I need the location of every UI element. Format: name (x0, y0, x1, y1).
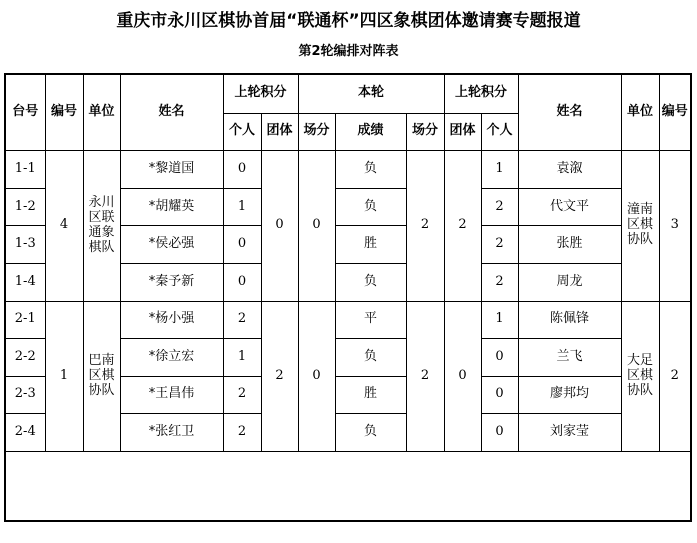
left-name-cell: *胡耀英 (120, 188, 223, 226)
right-match-cell: 2 (406, 301, 444, 451)
header-result: 成绩 (335, 113, 406, 151)
right-individual-cell: 1 (481, 151, 518, 189)
page-title: 重庆市永川区棋协首届“联通杯”四区象棋团体邀请赛专题报道 (116, 11, 581, 31)
right-name-cell: 袁溆 (518, 151, 621, 189)
left-name-cell: *张红卫 (120, 414, 223, 452)
left-name-cell: *黎道国 (120, 151, 223, 189)
right-individual-cell: 1 (481, 301, 518, 339)
board-cell: 2-3 (5, 376, 45, 414)
header-name-right: 姓名 (518, 74, 621, 151)
left-individual-cell: 0 (223, 226, 261, 264)
left-team-cell: 2 (261, 301, 298, 451)
header-team-right: 团体 (444, 113, 481, 151)
empty-footer-cell (5, 451, 691, 521)
right-team-cell: 2 (444, 151, 481, 301)
left-number-cell: 1 (45, 301, 83, 451)
left-individual-cell: 2 (223, 301, 261, 339)
right-number-cell: 3 (659, 151, 691, 301)
left-unit-cell (83, 151, 120, 301)
result-cell: 平 (335, 301, 406, 339)
right-name-cell: 刘家莹 (518, 414, 621, 452)
result-cell: 负 (335, 188, 406, 226)
header-match-left: 场分 (298, 113, 335, 151)
header-name-left: 姓名 (120, 74, 223, 151)
page-subtitle: 第2轮编排对阵表 (298, 44, 399, 59)
board-cell: 2-4 (5, 414, 45, 452)
header-row-1 (5, 74, 691, 113)
right-match-cell: 2 (406, 151, 444, 301)
header-prev-score-left: 上轮积分 (223, 74, 298, 113)
header-number-left: 编号 (45, 74, 83, 151)
result-cell: 胜 (335, 376, 406, 414)
left-name-cell: *杨小强 (120, 301, 223, 339)
left-individual-cell: 1 (223, 339, 261, 377)
empty-footer-row (5, 451, 691, 521)
header-this-round: 本轮 (298, 74, 444, 113)
left-number-cell: 4 (45, 151, 83, 301)
left-unit-text: 永川区联通象棋队 (88, 194, 115, 255)
result-cell: 胜 (335, 226, 406, 264)
header-unit-left: 单位 (83, 74, 120, 151)
left-team-cell: 0 (261, 151, 298, 301)
right-name-cell: 张胜 (518, 226, 621, 264)
left-name-cell: *王昌伟 (120, 376, 223, 414)
header-number-right: 编号 (659, 74, 691, 151)
left-name-cell: *徐立宏 (120, 339, 223, 377)
header-prev-score-right: 上轮积分 (444, 74, 518, 113)
header-board: 台号 (5, 74, 45, 151)
header-unit-right: 单位 (621, 74, 659, 151)
left-name-cell: *秦予新 (120, 263, 223, 301)
right-unit-text: 大足区棋协队 (627, 352, 654, 398)
left-individual-cell: 1 (223, 188, 261, 226)
pairing-table (4, 73, 692, 522)
result-cell: 负 (335, 151, 406, 189)
right-unit-cell (621, 301, 659, 451)
right-unit-cell (621, 151, 659, 301)
table-row (5, 151, 691, 189)
board-cell: 1-2 (5, 188, 45, 226)
board-cell: 2-2 (5, 339, 45, 377)
right-name-cell: 代文平 (518, 188, 621, 226)
right-unit-text: 潼南区棋协队 (627, 202, 654, 248)
right-individual-cell: 0 (481, 414, 518, 452)
header-team-left: 团体 (261, 113, 298, 151)
board-cell: 1-3 (5, 226, 45, 264)
right-individual-cell: 2 (481, 188, 518, 226)
left-unit-cell (83, 301, 120, 451)
left-name-cell: *侯必强 (120, 226, 223, 264)
right-individual-cell: 2 (481, 226, 518, 264)
right-number-cell: 2 (659, 301, 691, 451)
result-cell: 负 (335, 339, 406, 377)
left-individual-cell: 2 (223, 414, 261, 452)
right-name-cell: 廖邦均 (518, 376, 621, 414)
left-individual-cell: 0 (223, 151, 261, 189)
right-individual-cell: 2 (481, 263, 518, 301)
result-cell: 负 (335, 263, 406, 301)
header-individual-left: 个人 (223, 113, 261, 151)
header-match-right: 场分 (406, 113, 444, 151)
right-name-cell: 陈佩锋 (518, 301, 621, 339)
board-cell: 2-1 (5, 301, 45, 339)
board-cell: 1-4 (5, 263, 45, 301)
left-individual-cell: 0 (223, 263, 261, 301)
right-individual-cell: 0 (481, 339, 518, 377)
result-cell: 负 (335, 414, 406, 452)
left-individual-cell: 2 (223, 376, 261, 414)
left-match-cell: 0 (298, 151, 335, 301)
right-name-cell: 周龙 (518, 263, 621, 301)
right-individual-cell: 0 (481, 376, 518, 414)
table-row (5, 301, 691, 339)
left-unit-text: 巴南区棋协队 (88, 352, 115, 398)
header-individual-right: 个人 (481, 113, 518, 151)
right-team-cell: 0 (444, 301, 481, 451)
board-cell: 1-1 (5, 151, 45, 189)
right-name-cell: 兰飞 (518, 339, 621, 377)
left-match-cell: 0 (298, 301, 335, 451)
